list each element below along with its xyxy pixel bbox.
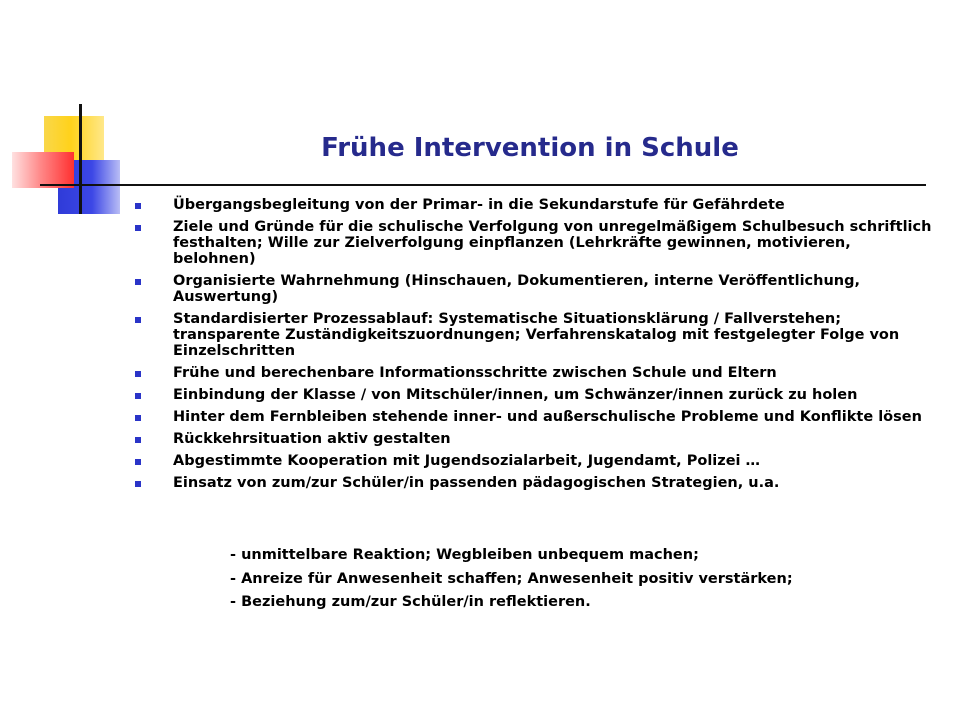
square-bullet-icon bbox=[135, 437, 141, 443]
square-bullet-icon bbox=[135, 459, 141, 465]
bullet-text: Rückkehrsituation aktiv gestalten bbox=[173, 431, 451, 447]
strategy-sub-item: - Beziehung zum/zur Schüler/in reflektieren. bbox=[230, 594, 591, 610]
bullet-text: Organisierte Wahrnehmung (Hinschauen, Dokumentieren, interne Veröffentlichung, Auswertung) bbox=[173, 273, 861, 305]
strategy-sub-item: - Anreize für Anwesenheit schaffen; Anwesenheit positiv verstärken; bbox=[230, 571, 793, 587]
decorative-vertical-line bbox=[79, 104, 82, 214]
bullet-item bbox=[132, 273, 932, 305]
strategy-sub-item: - unmittelbare Reaktion; Wegbleiben unbequem machen; bbox=[230, 547, 699, 563]
square-bullet-icon bbox=[135, 393, 141, 399]
square-bullet-icon bbox=[135, 481, 141, 487]
square-bullet-icon bbox=[135, 415, 141, 421]
bullet-text: Hinter dem Fernbleiben stehende inner- und außerschulische Probleme und Konflikte lösen bbox=[173, 409, 922, 425]
bullet-text: Standardisierter Prozessablauf: Systematische Situationsklärung / Fallverstehen; transparente Zuständigkeitszuordnungen; Verfahrenskatalog mit festgelegter Folge von Einzelschritten bbox=[173, 311, 900, 359]
bullet-item bbox=[132, 311, 932, 359]
square-bullet-icon bbox=[135, 371, 141, 377]
bullet-list bbox=[132, 197, 932, 497]
bullet-item bbox=[132, 453, 932, 469]
bullet-text: Abgestimmte Kooperation mit Jugendsozialarbeit, Jugendamt, Polizei … bbox=[173, 453, 761, 469]
decorative-red-square bbox=[12, 152, 74, 188]
bullet-item bbox=[132, 431, 932, 447]
bullet-item bbox=[132, 387, 932, 403]
slide-title: Frühe Intervention in Schule bbox=[321, 133, 739, 163]
bullet-text: Einbindung der Klasse / von Mitschüler/innen, um Schwänzer/innen zurück zu holen bbox=[173, 387, 858, 403]
bullet-text: Einsatz von zum/zur Schüler/in passenden pädagogischen Strategien, u.a. bbox=[173, 475, 780, 491]
bullet-text: Ziele und Gründe für die schulische Verfolgung von unregelmäßigem Schulbesuch schriftlich festhalten; Wille zur Zielverfolgung einpflanzen (Lehrkräfte gewinnen, motivieren, belohnen) bbox=[173, 219, 932, 267]
bullet-item bbox=[132, 475, 932, 491]
title-underline bbox=[40, 184, 926, 186]
square-bullet-icon bbox=[135, 317, 141, 323]
bullet-item bbox=[132, 365, 932, 381]
bullet-text: Übergangsbegleitung von der Primar- in die Sekundarstufe für Gefährdete bbox=[173, 197, 785, 213]
square-bullet-icon bbox=[135, 203, 141, 209]
bullet-item bbox=[132, 219, 932, 267]
bullet-item bbox=[132, 409, 932, 425]
bullet-text: Frühe und berechenbare Informationsschritte zwischen Schule und Eltern bbox=[173, 365, 777, 381]
square-bullet-icon bbox=[135, 279, 141, 285]
square-bullet-icon bbox=[135, 225, 141, 231]
bullet-item bbox=[132, 197, 932, 213]
